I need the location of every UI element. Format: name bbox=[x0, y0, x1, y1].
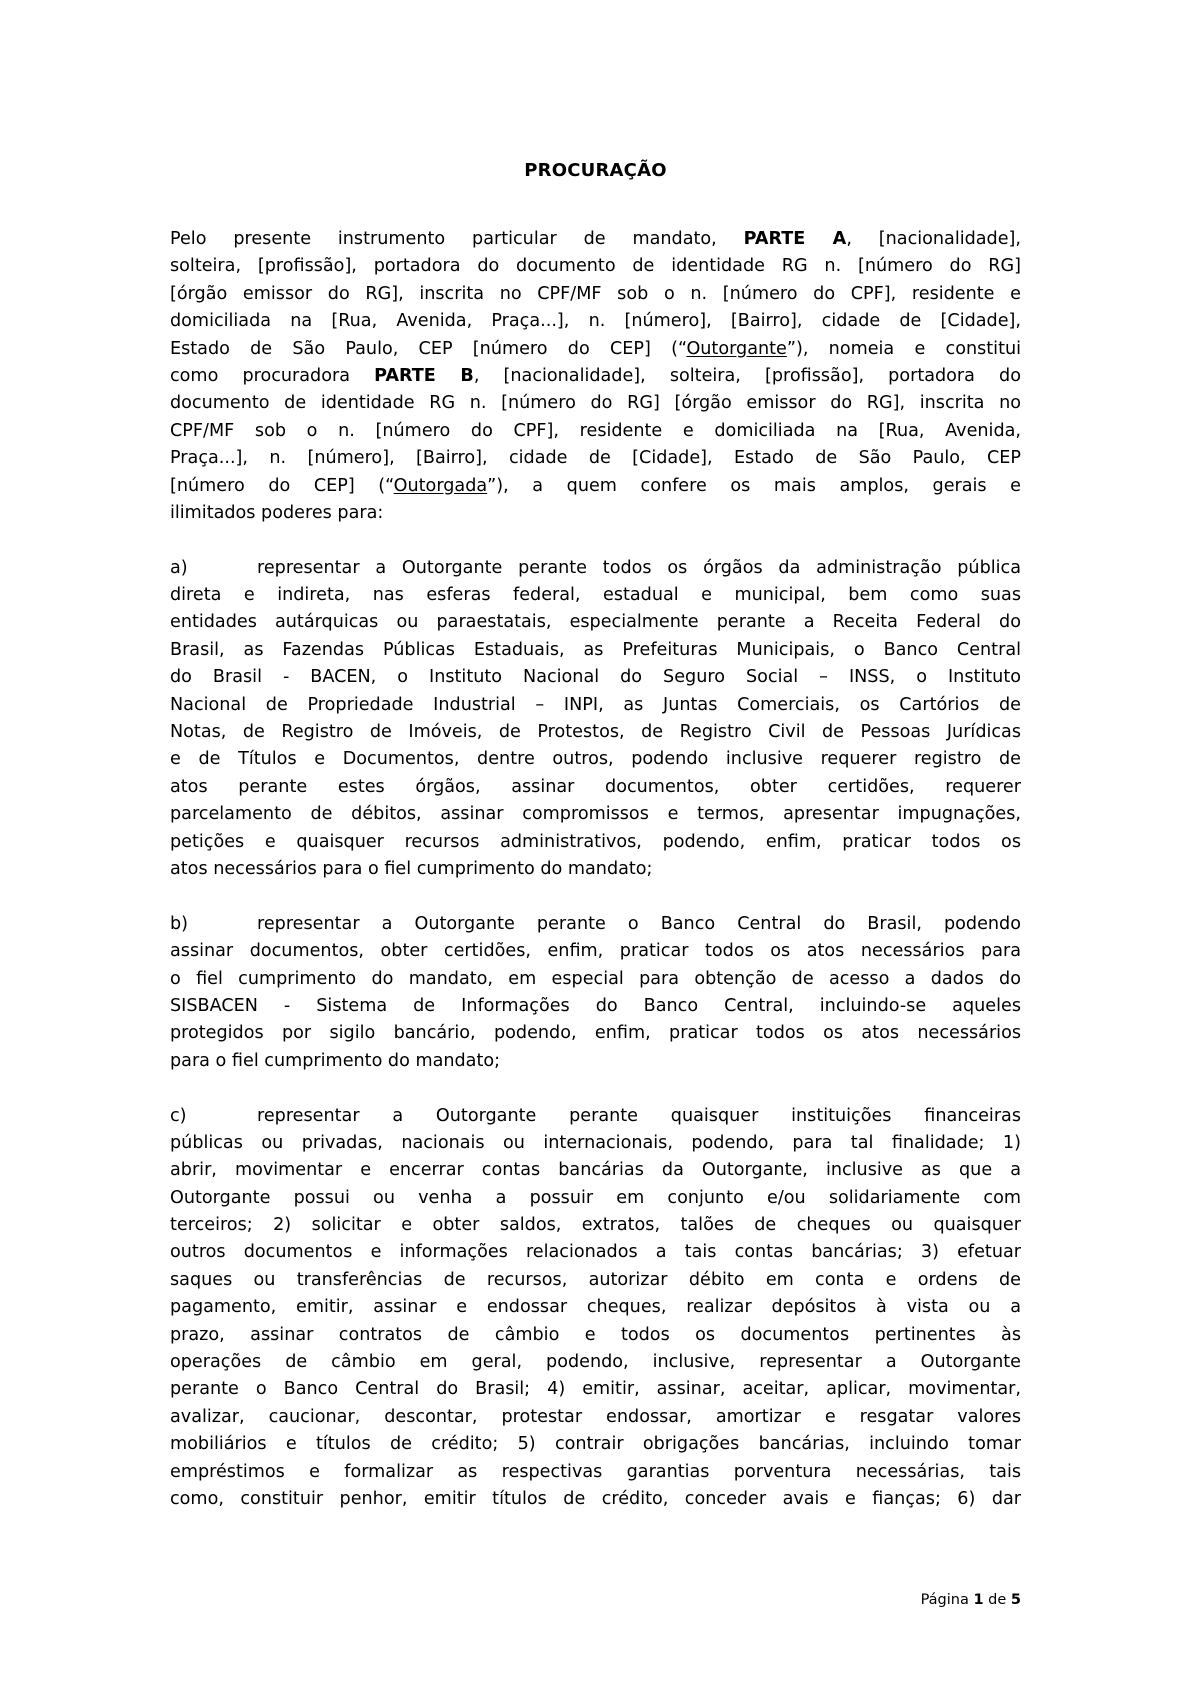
text-line bbox=[170, 1459, 1021, 1486]
text-segment: Notas, de Registro de Imóveis, de Protestos, de Registro Civil de Pessoas Jurídicas bbox=[170, 722, 1021, 743]
text-segment: operações de câmbio em geral, podendo, inclusive, representar a Outorgante bbox=[170, 1352, 1021, 1373]
text-line bbox=[170, 692, 1021, 719]
text-segment: SISBACEN - Sistema de Informações do Banco Central, incluindo-se aqueles bbox=[170, 995, 1021, 1016]
text-line bbox=[170, 418, 1021, 445]
text-line bbox=[170, 609, 1021, 636]
text-segment: Outorgante possui ou venha a possuir em conjunto e/ou solidariamente com bbox=[170, 1187, 1021, 1208]
text-segment: solteira, [profissão], portadora do documento de identidade RG n. [número do RG] bbox=[170, 256, 1021, 277]
text-segment: direta e indireta, nas esferas federal, estadual e municipal, bem como suas bbox=[170, 585, 1021, 606]
text-segment: avalizar, caucionar, descontar, protestar endossar, amortizar e resgatar valores bbox=[170, 1406, 1021, 1427]
text-line bbox=[170, 445, 1021, 472]
item-label: c) bbox=[170, 1105, 187, 1126]
text-segment: mobiliários e títulos de crédito; 5) contrair obrigações bancárias, incluindo tomar bbox=[170, 1434, 1021, 1455]
text-line bbox=[170, 746, 1021, 773]
total-pages-number: 5 bbox=[1010, 1592, 1021, 1608]
text-line bbox=[170, 308, 1021, 335]
text-segment: Estado de São Paulo, CEP [número do CEP] (“ bbox=[170, 338, 687, 359]
page-number-footer bbox=[908, 1592, 1021, 1608]
text-line bbox=[170, 336, 1021, 363]
text-segment: saques ou transferências de recursos, autorizar débito em conta e ordens de bbox=[170, 1269, 1021, 1290]
text-segment: , [nacionalidade], bbox=[846, 229, 1022, 249]
text-line bbox=[170, 938, 1021, 965]
text-line bbox=[170, 1349, 1021, 1376]
text-line bbox=[170, 801, 1021, 828]
text-segment: CPF/MF sob o n. [número do CPF], residente e domiciliada na [Rua, Avenida, bbox=[170, 420, 1021, 441]
text-line bbox=[170, 1157, 1021, 1184]
text-segment: do Brasil - BACEN, o Instituto Nacional do Seguro Social – INSS, o Instituto bbox=[170, 667, 1021, 688]
text-line bbox=[170, 966, 1021, 993]
paragraph-spacer bbox=[170, 883, 1021, 910]
text-segment: ”), a quem confere os mais amplos, gerais e bbox=[487, 475, 1022, 496]
text-segment: públicas ou privadas, nacionais ou internacionais, podendo, para tal finalidade; 1) bbox=[170, 1132, 1021, 1153]
text-segment: para o fiel cumprimento do mandato; bbox=[170, 1050, 501, 1071]
party-name: PARTE A bbox=[743, 229, 847, 249]
page-word: Página bbox=[920, 1592, 969, 1608]
text-segment: assinar documentos, obter certidões, enfim, praticar todos os atos necessários para bbox=[170, 941, 1021, 962]
text-line bbox=[170, 664, 1021, 691]
current-page-number: 1 bbox=[973, 1592, 984, 1608]
text-segment: outros documentos e informações relacionados a tais contas bancárias; 3) efetuar bbox=[170, 1242, 1021, 1263]
text-segment: pagamento, emitir, assinar e endossar cheques, realizar depósitos à vista ou a bbox=[170, 1297, 1021, 1318]
text-line bbox=[170, 1486, 1021, 1513]
party-name: PARTE B bbox=[374, 365, 474, 386]
text-line bbox=[170, 1239, 1021, 1266]
text-segment: atos perante estes órgãos, assinar documentos, obter certidões, requerer bbox=[170, 776, 1021, 797]
text-segment: parcelamento de débitos, assinar compromissos e termos, apresentar impugnações, bbox=[170, 804, 1021, 825]
text-segment: Brasil, as Fazendas Públicas Estaduais, as Prefeituras Municipais, o Banco Central bbox=[170, 639, 1021, 660]
text-segment: terceiros; 2) solicitar e obter saldos, extratos, talões de cheques ou quaisquer bbox=[170, 1215, 1021, 1236]
text-segment: , [nacionalidade], solteira, [profissão], portadora do bbox=[473, 365, 1021, 386]
power-item-a bbox=[170, 555, 1021, 884]
defined-term: Outorgante bbox=[686, 338, 787, 359]
text-segment: protegidos por sigilo bancário, podendo, enfim, praticar todos os atos necessários bbox=[170, 1023, 1021, 1044]
text-line bbox=[170, 911, 1021, 938]
text-segment: perante o Banco Central do Brasil; 4) emitir, assinar, aceitar, aplicar, movimentar, bbox=[170, 1379, 1021, 1400]
text-line bbox=[170, 473, 1021, 500]
text-segment: [órgão emissor do RG], inscrita no CPF/MF sob o n. [número do CPF], residente e bbox=[170, 283, 1021, 304]
power-item-c bbox=[170, 1103, 1021, 1514]
text-line bbox=[170, 1212, 1021, 1239]
text-segment: Nacional de Propriedade Industrial – INPI, as Juntas Comerciais, os Cartórios de bbox=[170, 694, 1021, 715]
text-segment: o fiel cumprimento do mandato, em especial para obtenção de acesso a dados do bbox=[170, 968, 1021, 989]
paragraph-spacer bbox=[170, 527, 1021, 554]
text-line bbox=[170, 1103, 1021, 1130]
text-line bbox=[170, 1185, 1021, 1212]
text-line bbox=[170, 1130, 1021, 1157]
text-segment: domiciliada na [Rua, Avenida, Praça...], n. [número], [Bairro], cidade de [Cidade], bbox=[170, 311, 1021, 332]
text-line bbox=[170, 363, 1021, 390]
text-segment: prazo, assinar contratos de câmbio e todos os documentos pertinentes às bbox=[170, 1324, 1021, 1345]
text-segment: empréstimos e formalizar as respectivas garantias porventura necessárias, tais bbox=[170, 1461, 1021, 1482]
text-line bbox=[170, 1048, 1021, 1075]
defined-term: Outorgada bbox=[393, 475, 488, 496]
text-segment: abrir, movimentar e encerrar contas bancárias da Outorgante, inclusive as que a bbox=[170, 1160, 1021, 1181]
text-line bbox=[170, 829, 1021, 856]
text-segment: Pelo presente instrumento particular de mandato, bbox=[170, 229, 744, 249]
text-segment: petições e quaisquer recursos administrativos, podendo, enfim, praticar todos os bbox=[170, 831, 1021, 852]
power-item-b bbox=[170, 911, 1021, 1075]
text-line bbox=[170, 226, 1021, 253]
text-line bbox=[170, 774, 1021, 801]
text-segment: como procuradora bbox=[170, 365, 375, 386]
item-label: b) bbox=[170, 913, 189, 934]
text-segment: Praça...], n. [número], [Bairro], cidade de [Cidade], Estado de São Paulo, CEP bbox=[170, 448, 1021, 469]
text-line bbox=[170, 1267, 1021, 1294]
text-segment: representar a Outorgante perante o Banco Central do Brasil, podendo bbox=[257, 913, 1021, 934]
text-segment: ”), nomeia e constitui bbox=[786, 338, 1022, 359]
text-segment: e de Títulos e Documentos, dentre outros, podendo inclusive requerer registro de bbox=[170, 749, 1021, 770]
document-body bbox=[170, 226, 1021, 1513]
text-line bbox=[170, 1376, 1021, 1403]
text-segment: atos necessários para o fiel cumprimento do mandato; bbox=[170, 858, 653, 879]
text-line bbox=[170, 582, 1021, 609]
text-line bbox=[170, 1322, 1021, 1349]
text-line bbox=[170, 1294, 1021, 1321]
paragraph-spacer bbox=[170, 1075, 1021, 1102]
item-label: a) bbox=[170, 557, 188, 578]
text-line bbox=[170, 856, 1021, 883]
text-line bbox=[170, 281, 1021, 308]
text-segment: como, constituir penhor, emitir títulos de crédito, conceder avais e fianças; 6) dar bbox=[170, 1488, 1021, 1509]
of-word: de bbox=[988, 1592, 1007, 1608]
text-line bbox=[170, 555, 1021, 582]
text-line bbox=[170, 500, 1021, 527]
text-segment: representar a Outorgante perante quaisquer instituições financeiras bbox=[257, 1105, 1021, 1126]
text-segment: ilimitados poderes para: bbox=[170, 502, 384, 523]
text-line bbox=[170, 1404, 1021, 1431]
text-line bbox=[170, 390, 1021, 417]
text-segment: entidades autárquicas ou paraestatais, especialmente perante a Receita Federal do bbox=[170, 612, 1021, 633]
text-segment: [número do CEP] (“ bbox=[170, 475, 394, 496]
text-line bbox=[170, 253, 1021, 280]
text-line bbox=[170, 993, 1021, 1020]
document-title: PROCURAÇÃO bbox=[524, 160, 667, 181]
text-segment: documento de identidade RG n. [número do RG] [órgão emissor do RG], inscrita no bbox=[170, 393, 1021, 414]
text-segment: representar a Outorgante perante todos os órgãos da administração pública bbox=[257, 557, 1021, 578]
text-line bbox=[170, 637, 1021, 664]
text-line bbox=[170, 719, 1021, 746]
intro-paragraph bbox=[170, 226, 1021, 527]
text-line bbox=[170, 1431, 1021, 1458]
text-line bbox=[170, 1020, 1021, 1047]
